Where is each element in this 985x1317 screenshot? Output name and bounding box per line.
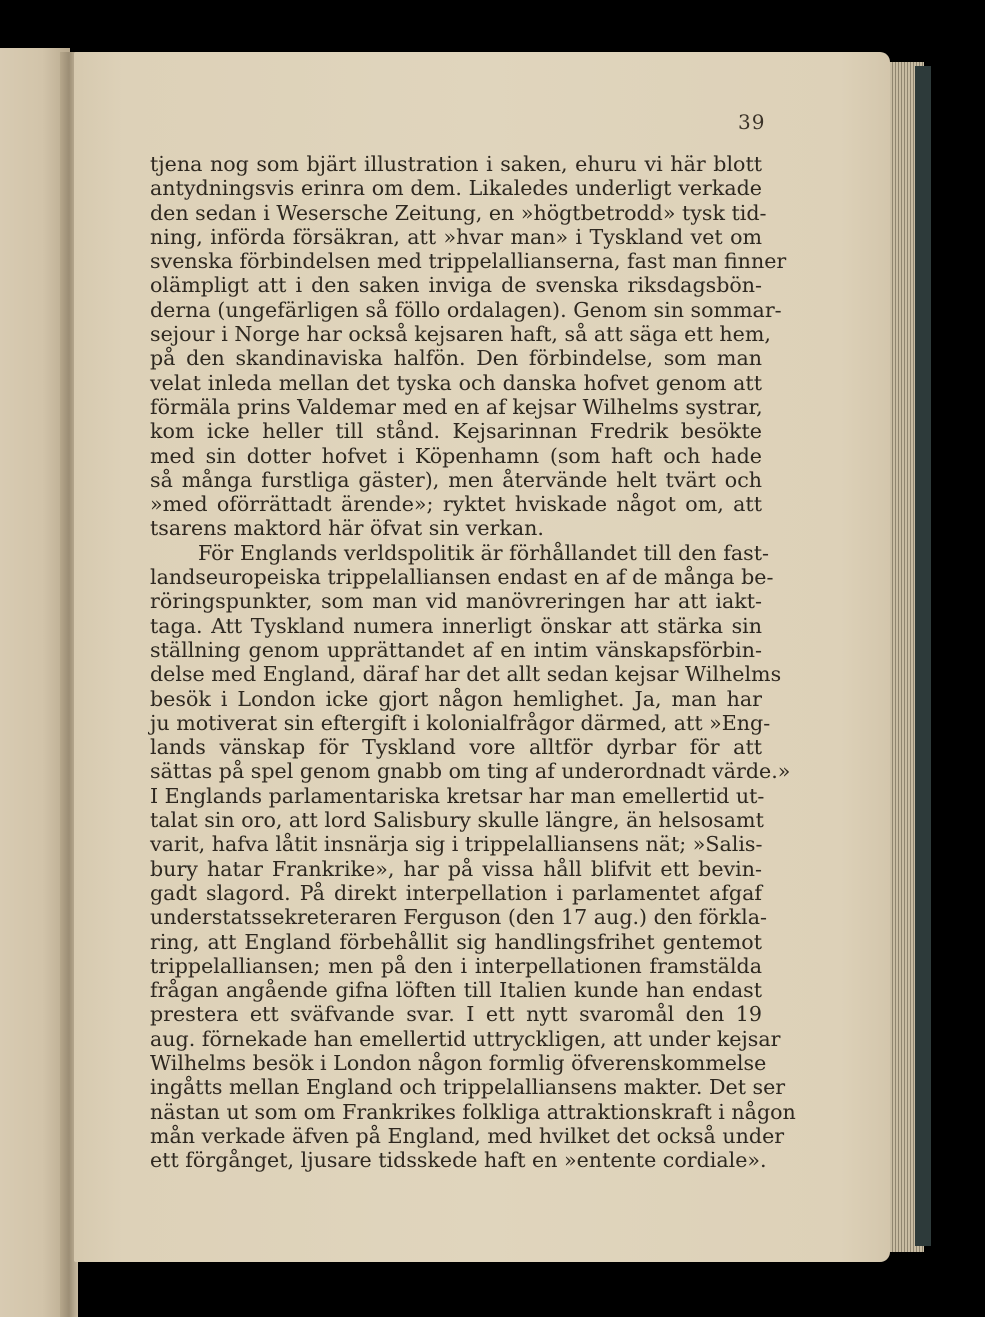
text-line: ning, införda försäkran, att »hvar man» i Tyskland vet om (150, 224, 762, 249)
book-cover-edge (915, 66, 931, 1246)
text-line: För Englands verldspolitik är förhållandet till den fast- (198, 540, 769, 565)
text-line: prestera ett sväfvande svar. I ett nytt svaromål den 19 (150, 1002, 762, 1027)
text-line: derna (ungefärligen så föllo ordalagen). Genom sin sommar- (150, 297, 782, 322)
text-line: varit, hafva låtit insnärja sig i trippelalliansens nät; »Salis- (150, 832, 763, 857)
text-line: ju motiverat sin eftergift i kolonialfrågor därmed, att »Eng- (150, 710, 771, 735)
text-line: taga. Att Tyskland numera innerligt önskar att stärka sin (150, 613, 762, 638)
text-line: aug. förnekade han emellertid uttryckligen, att under kejsar (150, 1026, 781, 1051)
text-line: nästan ut som om Frankrikes folkliga attraktionskraft i någon (150, 1099, 796, 1124)
text-line: kom icke heller till stånd. Kejsarinnan Fredrik besökte (150, 419, 762, 444)
text-line: ställning genom upprättandet af en intim vänskapsförbin- (150, 637, 762, 662)
text-line: delse med England, däraf har det allt sedan kejsar Wilhelms (150, 662, 782, 687)
text-line: sättas på spel genom gnabb om ting af underordnadt värde.» (150, 759, 791, 784)
text-line: ingåtts mellan England och trippelalliansens makter. Det ser (150, 1075, 786, 1100)
text-line: svenska förbindelsen med trippelallianserna, fast man finner (150, 249, 787, 274)
text-line: förmäla prins Valdemar med en af kejsar Wilhelms systrar, (150, 394, 763, 419)
text-line: gadt slagord. På direkt interpellation i parlamentet afgaf (150, 880, 762, 905)
text-line: på den skandinaviska halfön. Den förbindelse, som man (150, 346, 762, 371)
text-line: bury hatar Frankrike», har på vissa håll blifvit ett bevin- (150, 856, 762, 881)
text-line: trippelalliansen; men på den i interpellationen framstälda (150, 953, 762, 978)
text-line: ett förgånget, ljusare tidsskede haft en »entente cordiale». (150, 1148, 767, 1173)
text-line: röringspunkter, som man vid manövreringen har att iakt- (150, 589, 762, 614)
text-line: mån verkade äfven på England, med hvilket det också under (150, 1123, 785, 1148)
text-line: så många furstliga gäster), men återvände helt tvärt och (150, 467, 762, 492)
text-line: lands vänskap för Tyskland vore alltför dyrbar för att (150, 735, 762, 760)
page-number: 39 (738, 110, 766, 134)
text-line: besök i London icke gjort någon hemlighet. Ja, man har (150, 686, 762, 711)
text-line: tsarens maktord här öfvat sin verkan. (150, 516, 544, 541)
text-line: understatssekreteraren Ferguson (den 17 aug.) den förkla- (150, 905, 767, 930)
text-line: Wilhelms besök i London någon formlig öfverenskommelse (150, 1050, 767, 1075)
text-line: sejour i Norge har också kejsaren haft, så att säga ett hem, (150, 322, 771, 347)
text-line: den sedan i Wesersche Zeitung, en »högtbetrodd» tysk tid- (150, 200, 767, 225)
text-line: antydningsvis erinra om dem. Likaledes underligt verkade (150, 176, 762, 201)
text-line: landseuropeiska trippelalliansen endast en af de många be- (150, 565, 774, 590)
text-line: med sin dotter hofvet i Köpenhamn (som haft och hade (150, 443, 762, 468)
text-line: olämpligt att i den saken inviga de svenska riksdagsbön- (150, 273, 762, 298)
text-line: I Englands parlamentariska kretsar har man emellertid ut- (150, 783, 765, 808)
text-line: tjena nog som bjärt illustration i saken, ehuru vi här blott (150, 152, 762, 176)
text-line: ring, att England förbehållit sig handlingsfrihet gentemot (150, 929, 762, 954)
text-line: velat inleda mellan det tyska och danska hofvet genom att (150, 370, 762, 395)
text-line: frågan angående gifna löften till Italien kunde han endast (150, 978, 762, 1003)
text-line: talat sin oro, att lord Salisbury skulle längre, än helsosamt (150, 808, 764, 833)
body-text (150, 152, 796, 1173)
text-line: »med oförrättadt ärende»; ryktet hviskade något om, att (150, 492, 762, 517)
